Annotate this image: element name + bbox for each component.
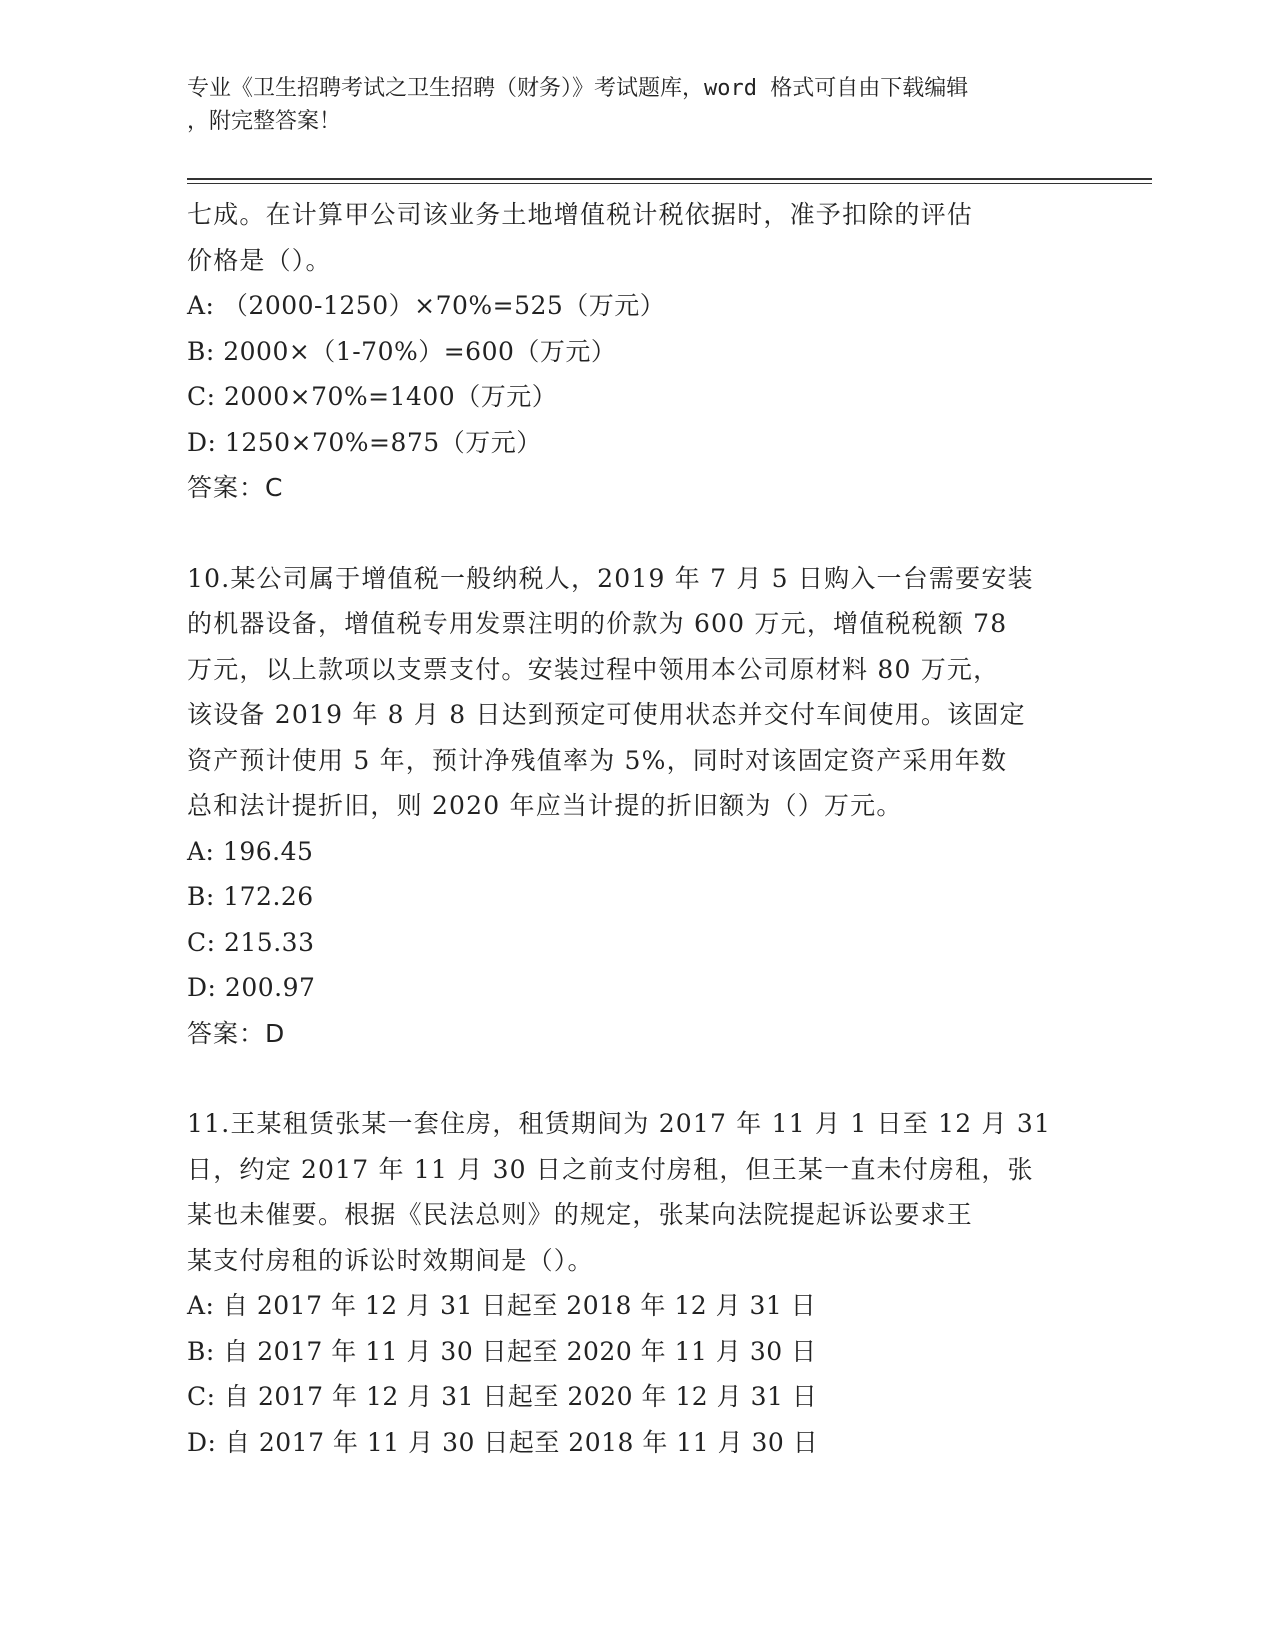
header-line-1: 专业《卫生招聘考试之卫生招聘（财务）》考试题库，word 格式可自由下载编辑 xyxy=(187,76,969,101)
option-b: B: 自 2017 年 11 月 30 日起至 2020 年 11 月 30 日 xyxy=(187,1336,817,1366)
question-stem-line: 七成。在计算甲公司该业务土地增值税计税依据时，准予扣除的评估 xyxy=(187,200,974,229)
answer-label: 答案：C xyxy=(187,473,284,502)
question-stem-line: 11.王某租赁张某一套住房，租赁期间为 2017 年 11 月 1 日至 12 月 31 xyxy=(187,1109,1052,1138)
question-stem-line: 某支付房租的诉讼时效期间是（）。 xyxy=(187,1245,594,1275)
option-c: C: 2000×70%=1400（万元） xyxy=(187,382,558,411)
document-header xyxy=(187,72,1087,138)
question-stem-line: 10.某公司属于增值税一般纳税人，2019 年 7 月 5 日购入一台需要安装 xyxy=(187,563,1034,593)
question-stem-line: 总和法计提折旧，则 2020 年应当计提的折旧额为（）万元。 xyxy=(187,791,903,820)
header-divider-thin xyxy=(187,183,1152,184)
option-b: B: 2000×（1-70%）=600（万元） xyxy=(187,336,617,366)
option-b: B: 172.26 xyxy=(187,882,314,911)
option-c: C: 215.33 xyxy=(187,927,315,957)
question-stem-line: 价格是（）。 xyxy=(187,245,332,275)
question-stem-line: 某也未催要。根据《民法总则》的规定，张某向法院提起诉讼要求王 xyxy=(187,1200,974,1229)
question-stem-line: 该设备 2019 年 8 月 8 日达到预定可使用状态并交付车间使用。该固定 xyxy=(187,700,1026,729)
option-c: C: 自 2017 年 12 月 31 日起至 2020 年 12 月 31 日 xyxy=(187,1382,818,1411)
header-divider-thick xyxy=(187,178,1152,180)
option-a: A: 196.45 xyxy=(187,836,314,866)
answer-label: 答案：D xyxy=(187,1018,286,1048)
question-stem-line: 的机器设备，增值税专用发票注明的价款为 600 万元，增值税税额 78 xyxy=(187,609,1008,638)
option-d: D: 自 2017 年 11 月 30 日起至 2018 年 11 月 30 日 xyxy=(187,1427,819,1457)
question-stem-line: 万元，以上款项以支票支付。安装过程中领用本公司原材料 80 万元， xyxy=(187,654,1000,684)
question-stem-line: 资产预计使用 5 年，预计净残值率为 5%，同时对该固定资产采用年数 xyxy=(187,745,1008,775)
option-a: A: 自 2017 年 12 月 31 日起至 2018 年 12 月 31 日 xyxy=(187,1291,817,1320)
question-10 xyxy=(187,556,1087,1057)
option-d: D: 200.97 xyxy=(187,973,316,1002)
option-d: D: 1250×70%=875（万元） xyxy=(187,427,542,457)
header-line-2: ，附完整答案！ xyxy=(187,109,342,134)
question-9 xyxy=(187,192,1087,511)
question-stem-line: 日，约定 2017 年 11 月 30 日之前支付房租，但王某一直未付房租，张 xyxy=(187,1154,1034,1184)
document-body xyxy=(187,192,1087,1465)
option-a: A: （2000-1250）×70%=525（万元） xyxy=(187,291,666,320)
question-11 xyxy=(187,1101,1087,1465)
